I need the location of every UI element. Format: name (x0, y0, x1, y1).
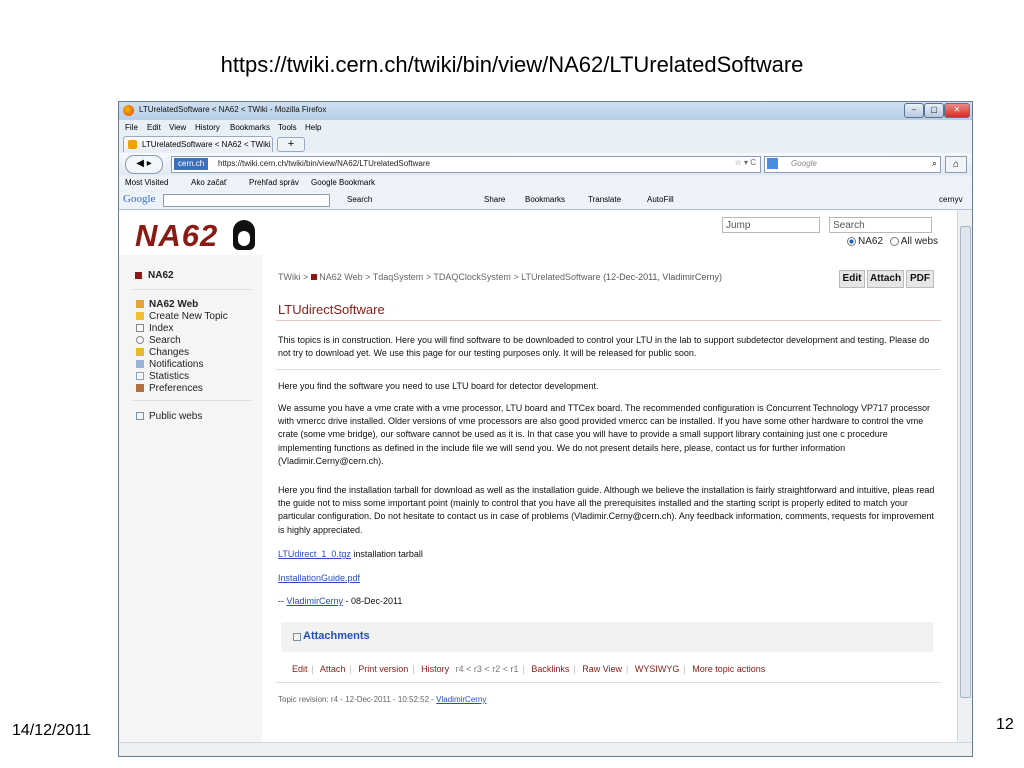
reload-icon[interactable]: ☆ ▾ C (734, 158, 756, 167)
menu-edit[interactable]: Edit (147, 123, 161, 132)
search-icon (136, 336, 144, 344)
action-wysiwyg[interactable]: WYSIWYG (634, 664, 680, 674)
attachments-panel[interactable] (281, 622, 933, 652)
tab-bar (119, 135, 972, 152)
bookmarks-toolbar (119, 176, 972, 191)
menu-history[interactable]: History (195, 123, 220, 132)
revision-author-link[interactable]: VladimirCerny (436, 695, 487, 704)
vertical-scrollbar[interactable] (957, 210, 972, 742)
google-toolbar-input[interactable] (163, 194, 330, 207)
action-attach[interactable]: Attach (319, 664, 346, 674)
revision-info: Topic revision: r4 - 12-Dec-2011 - 10:52:52 - VladimirCerny (278, 695, 487, 704)
firefox-icon (123, 105, 134, 116)
google-search-button[interactable]: Search (347, 195, 373, 204)
window-titlebar (119, 102, 972, 120)
breadcrumb: TWiki > NA62 Web > TdaqSystem > TDAQClockSystem > LTUrelatedSoftware (12-Dec-2011, VladimirCerny) (278, 272, 722, 282)
sidebar-item-preferences[interactable]: Preferences (136, 383, 203, 394)
bookmark-prehlad-sprav[interactable]: Prehľad správ (249, 178, 299, 187)
requirements-paragraph: We assume you have a vme crate with a vme processor, LTU board and TTCex board. The recommended configuration is Concurrent Technology VP717 processor with vmercc drive installed. Older versions of vme processors are also good provided vmercc can be installed. If you have some other hardware to control the vme crate (some vme bridge), our software cannot be used as it is. In that case you will have to provide a small support library containing just one c procedure implementing functions as defined in the include file we will send you. We do not present details here, please, contact us for further information (Vladimir.Cerny@cern.ch). (278, 403, 930, 466)
divider (276, 369, 941, 370)
browser-search-input[interactable] (764, 156, 941, 173)
menu-bookmarks[interactable]: Bookmarks (230, 123, 271, 132)
bookmark-ako-zacat[interactable]: Ako začať (191, 178, 227, 187)
twiki-page (119, 210, 957, 742)
search-engine-icon[interactable] (767, 158, 778, 169)
menu-bar (119, 121, 972, 135)
search-placeholder: Google (791, 159, 817, 168)
bookmark-most-visited[interactable]: Most Visited (125, 178, 169, 187)
slide-date: 14/12/2011 (12, 722, 91, 739)
close-button[interactable]: ✕ (944, 103, 970, 118)
action-raw-view[interactable]: Raw View (582, 664, 623, 674)
statistics-icon (136, 372, 144, 380)
breadcrumb-tdaq[interactable]: TdaqSystem (372, 272, 424, 282)
jump-input[interactable]: Jump (722, 217, 820, 233)
new-topic-icon (136, 312, 144, 320)
radio-current-web[interactable] (847, 237, 856, 246)
radio-all-webs[interactable] (890, 237, 899, 246)
search-icon[interactable]: ⌕ (931, 158, 937, 168)
expand-icon (293, 633, 301, 641)
sidebar-item-notifications[interactable]: Notifications (136, 359, 203, 370)
twiki-favicon-icon (128, 140, 137, 149)
tarball-line: LTUdirect_1_0.tgz installation tarball (278, 549, 423, 559)
scrollbar-thumb[interactable] (960, 226, 971, 698)
translate-button[interactable]: Translate (588, 195, 622, 204)
wrench-icon (136, 384, 144, 392)
footer-divider (276, 682, 941, 683)
autofill-button[interactable]: AutoFill (647, 195, 674, 204)
back-forward-button[interactable]: ◀ ▸ (125, 155, 163, 174)
menu-help[interactable]: Help (305, 123, 322, 132)
sidebar-public-webs[interactable]: Public webs (136, 411, 202, 422)
topic-title: LTUdirectSoftware (278, 302, 385, 317)
slide-number: 12 (996, 716, 1014, 733)
web-color-icon (311, 274, 317, 280)
bookmark-google[interactable]: Google Bookmark (311, 178, 376, 187)
tux-penguin-icon (233, 220, 255, 250)
sidebar-web-home[interactable]: NA62 Web (136, 299, 198, 310)
share-button[interactable]: Share (484, 195, 506, 204)
sidebar-divider (133, 289, 251, 290)
expand-icon (136, 412, 144, 420)
overview-paragraph: Here you find the software you need to use LTU board for detector development. (278, 381, 599, 391)
tab-label: LTUrelatedSoftware < NA62 < TWiki (142, 140, 271, 149)
navigation-bar (119, 153, 972, 175)
na62-logo[interactable]: NA62 (135, 218, 219, 253)
tarball-link[interactable]: LTUdirect_1_0.tgz (278, 549, 351, 559)
sidebar-item-statistics[interactable]: Statistics (136, 371, 189, 382)
action-edit[interactable]: Edit (292, 664, 308, 674)
edit-button[interactable]: Edit (839, 270, 865, 288)
breadcrumb-clock[interactable]: TDAQClockSystem (433, 272, 511, 282)
topic-meta: (12-Dec-2011, VladimirCerny) (603, 272, 722, 282)
action-history[interactable]: History (421, 664, 450, 674)
sidebar-item-search[interactable]: Search (136, 335, 181, 346)
google-toolbar (119, 192, 972, 210)
url-text: https://twiki.cern.ch/twiki/bin/view/NA62/LTUrelatedSoftware (218, 159, 430, 168)
changes-icon (136, 348, 144, 356)
author-link[interactable]: VladimirCerny (286, 596, 344, 606)
title-underline (276, 320, 941, 321)
twiki-search-input[interactable]: Search (829, 217, 932, 233)
action-backlinks[interactable]: Backlinks (531, 664, 570, 674)
sidebar-item-changes[interactable]: Changes (136, 347, 189, 358)
signature-line: -- VladimirCerny - 08-Dec-2011 (278, 596, 403, 606)
topic-actions: Edit | Attach | Print version | History r4 < r3 < r2 < r1 | Backlinks | Raw View | WYSIWYG | More topic actions (292, 664, 766, 674)
url-bar[interactable] (171, 156, 761, 173)
new-tab-button[interactable]: + (277, 137, 305, 152)
bookmarks-button[interactable]: Bookmarks (525, 195, 566, 204)
browser-window (118, 101, 973, 757)
google-logo: Google (123, 193, 156, 205)
horizontal-scrollbar[interactable] (119, 742, 972, 757)
search-scope-options (847, 236, 938, 247)
pdf-button[interactable]: PDF (906, 270, 934, 288)
radio-current-web-label: NA62 (858, 236, 884, 247)
installation-guide-link[interactable]: InstallationGuide.pdf (278, 573, 361, 583)
home-icon[interactable]: ⌂ (945, 156, 967, 173)
tab-current[interactable] (123, 136, 273, 152)
action-more[interactable]: More topic actions (692, 664, 766, 674)
account-button[interactable]: cernyv (939, 195, 963, 204)
site-identity-badge[interactable]: cern.ch (174, 158, 208, 170)
sidebar-item-create-topic[interactable]: Create New Topic (136, 311, 228, 322)
index-icon (136, 324, 144, 332)
breadcrumb-topic: LTUrelatedSoftware (521, 272, 601, 282)
breadcrumb-twiki[interactable]: TWiki (278, 272, 301, 282)
guide-line (278, 572, 938, 585)
menu-file[interactable]: File (125, 123, 138, 132)
attachments-label[interactable]: Attachments (303, 630, 370, 642)
window-title: LTUrelatedSoftware < NA62 < TWiki - Mozilla Firefox (139, 105, 327, 114)
action-print[interactable]: Print version (358, 664, 409, 674)
twiki-sidebar (119, 255, 262, 742)
intro-paragraph: This topics is in construction. Here you will find software to be downloaded to control your LTU in the lab to support subdetector development and testing. Please do not try to download yet. We use this page for our testing purposes only. It will be released for public soon. (278, 335, 930, 359)
sidebar-divider (133, 400, 251, 401)
home-icon (136, 300, 144, 308)
slide-title: https://twiki.cern.ch/twiki/bin/view/NA62/LTUrelatedSoftware (220, 52, 804, 77)
notification-icon (136, 360, 144, 368)
maximize-button[interactable]: ▢ (924, 103, 944, 118)
revision-links[interactable]: r4 < r3 < r2 < r1 (455, 664, 519, 674)
minimize-button[interactable]: – (904, 103, 924, 118)
sidebar-item-index[interactable]: Index (136, 323, 173, 334)
menu-tools[interactable]: Tools (278, 123, 297, 132)
menu-view[interactable]: View (169, 123, 187, 132)
attach-button[interactable]: Attach (867, 270, 904, 288)
sidebar-web-name: NA62 (135, 270, 174, 281)
breadcrumb-web[interactable]: NA62 Web (319, 272, 363, 282)
radio-all-webs-label: All webs (900, 236, 939, 247)
installation-paragraph: Here you find the installation tarball for download as well as the installation guide. Although we believe the installation is fairly straightforward and intuitive, pleas read the guide not to miss some important point (mainly to control that you have all the prerequisites installed and the starting script is properly edited to match your particular configuration. Do not hesitate to contact us in case of problems (Vladimir.Cerny@cern.ch). Any feedback information, comments, requests for improvement is highly appreciated. (278, 485, 935, 535)
